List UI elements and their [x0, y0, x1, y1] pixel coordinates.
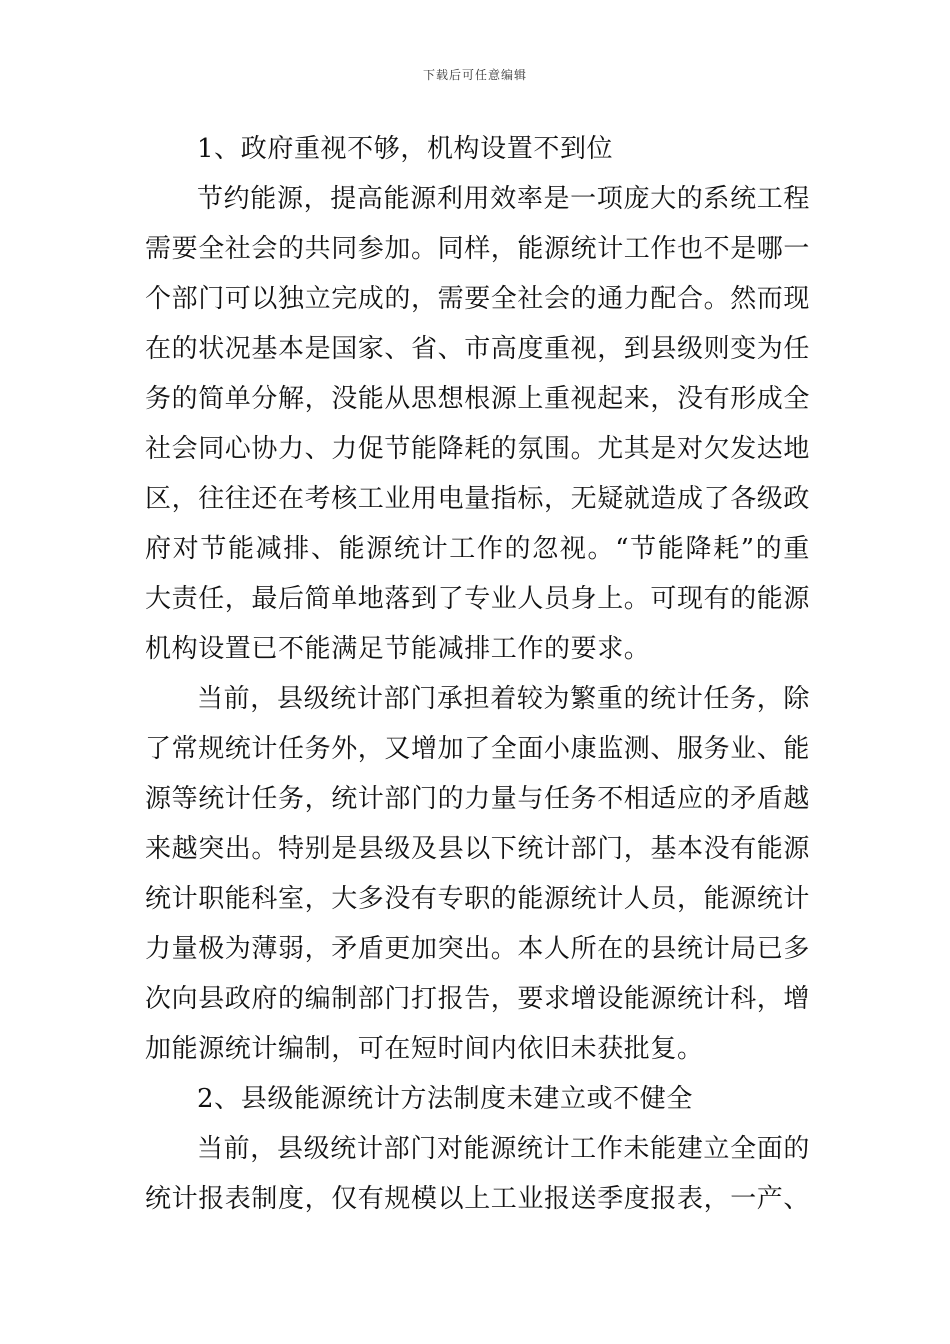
- document-body: [145, 124, 810, 1224]
- paragraph-1: 节约能源，提高能源利用效率是一项庞大的系统工程需要全社会的共同参加。同样，能源统计工作也不是哪一个部门可以独立完成的，需要全社会的通力配合。然而现在的状况基本是国家、省、市高度重视，到县级则变为任务的简单分解，没能从思想根源上重视起来，没有形成全社会同心协力、力促节能降耗的氛围。尤其是对欠发达地区，往往还在考核工业用电量指标，无疑就造成了各级政府对节能减排、能源统计工作的忽视。“节能降耗”的重大责任，最后简单地落到了专业人员身上。可现有的能源机构设置已不能满足节能减排工作的要求。: [145, 184, 811, 664]
- page-header: 下载后可任意编辑: [422, 68, 527, 82]
- section-heading-1: 1、政府重视不够，机构设置不到位: [197, 134, 614, 164]
- section-heading-2: 2、县级能源统计方法制度未建立或不健全: [197, 1084, 693, 1114]
- paragraph-2: 当前，县级统计部门承担着较为繁重的统计任务，除了常规统计任务外，又增加了全面小康监测、服务业、能源等统计任务，统计部门的力量与任务不相适应的矛盾越来越突出。特别是县级及县以下统计部门，基本没有能源统计职能科室，大多没有专职的能源统计人员，能源统计力量极为薄弱，矛盾更加突出。本人所在的县统计局已多次向县政府的编制部门打报告，要求增设能源统计科，增加能源统计编制，可在短时间内依旧未获批复。: [145, 684, 811, 1064]
- paragraph-3: 当前，县级统计部门对能源统计工作未能建立全面的统计报表制度，仅有规模以上工业报送季度报表，一产、: [145, 1134, 811, 1214]
